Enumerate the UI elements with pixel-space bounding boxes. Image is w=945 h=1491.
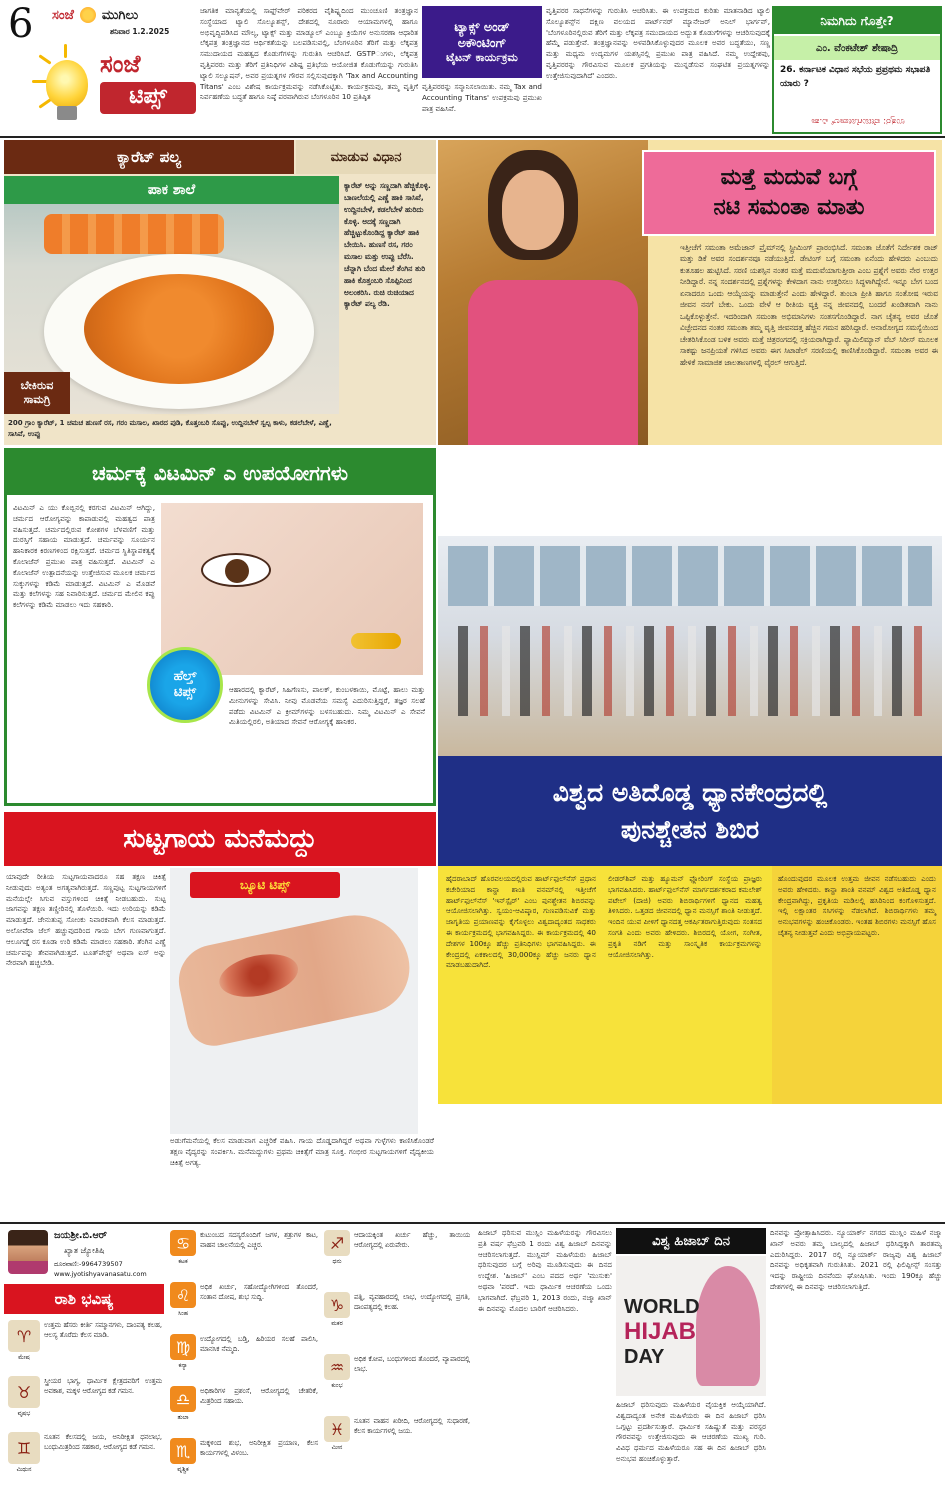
hijab-col3: ದಿನವನ್ನು ಪ್ರೋತ್ಸಾಹಿಸಿದರು. ನ್ಯೂಯಾರ್ಕ್ ನಗರದ ಮುಸ್ಲಿಂ ಮಹಿಳೆ ನಜ್ಮಾ ಖಾನ್ ಅವರು ತಮ್ಮ ಬಾಲ್ಯದಲ್ಲಿ ಹಿಜಾಬ್ ಧರಿಸಿದ್ದಕ್ಕಾಗಿ ತಾರತಮ್ಯ ಎದುರಿಸಿದ್ದರು. 2017 ರಲ್ಲಿ ನ್ಯೂಯಾರ್ಕ್ ರಾಜ್ಯವು ವಿಶ್ವ ಹಿಜಾಬ್ ದಿನವನ್ನು ಅಧಿಕೃತವಾಗಿ ಗುರುತಿಸಿತು. 2021 ರಲ್ಲಿ ಫಿಲಿಪ್ಪೀನ್ಸ್ ಸಂಸತ್ತು ಇದನ್ನು ರಾಷ್ಟ್ರೀಯ ದಿನವೆಂದು ಘೋಷಿಸಿತು. ಇಂದು 190ಕ್ಕೂ ಹೆಚ್ಚು ದೇಶಗಳಲ್ಲಿ ಈ ದಿನವನ್ನು ಆಚರಿಸಲಾಗುತ್ತಿದೆ. [770, 1228, 942, 1291]
taurus-icon: ♉ [8, 1376, 40, 1408]
eye-icon [201, 553, 271, 587]
hijab-col1: ಹಿಜಾಬ್ ಧರಿಸುವ ಮುಸ್ಲಿಂ ಮಹಿಳೆಯರನ್ನು ಗೌರವಿಸಲು ಪ್ರತಿ ವರ್ಷ ಫೆಬ್ರವರಿ 1 ರಂದು ವಿಶ್ವ ಹಿಜಾಬ್ ದಿನವನ್ನು ಆಚರಿಸಲಾಗುತ್ತದೆ. ಮುಸ್ಲಿಮ್ ಮಹಿಳೆಯರು ಹಿಜಾಬ್ ಧರಿಸುವುದರ ಬಗ್ಗೆ ಅರಿವು ಮೂಡಿಸುವುದು ಈ ದಿನದ ಉದ್ದೇಶ. 'ಹಿಜಾಬ್' ಎಂಬ ಪದದ ಅರ್ಥ 'ಮುಸುಕು' ಅಥವಾ 'ಪರದೆ'. ಇದು ಧಾರ್ಮಿಕ ಆಚರಣೆಯ ಒಂದು ಭಾಗವಾಗಿದೆ. ಫೆಬ್ರವರಿ 1, 2013 ರಂದು, ನಜ್ಮಾ ಖಾನ್ ಈ ದಿನವನ್ನು ಮೊದಲ ಬಾರಿಗೆ ಆಚರಿಸಿದರು. [478, 1228, 612, 1313]
hijab-headline: ವಿಶ್ವ ಹಿಜಾಬ್ ದಿನ [616, 1228, 766, 1254]
vitamin-col1: ವಿಟಮಿನ್ ಎ ಯು ಕೊಬ್ಬಿನಲ್ಲಿ ಕರಗುವ ವಿಟಮಿನ್ ಆಗಿದ್ದು, ಚರ್ಮದ ಆರೋಗ್ಯವನ್ನು ಕಾಪಾಡುವಲ್ಲಿ ಮಹತ್ವದ ಪಾತ್ರ ವಹಿಸುತ್ತದೆ. ಚರ್ಮದಲ್ಲಿರುವ ಕೋಶಗಳ ಬೆಳವಣಿಗೆ ಮತ್ತು ದುರಸ್ತಿಗೆ ಸಹಾಯ ಮಾಡುತ್ತದೆ. ಚರ್ಮವನ್ನು ಸೂರ್ಯನ ಹಾನಿಕಾರಕ ಕಿರಣಗಳಿಂದ ರಕ್ಷಿಸುತ್ತದೆ. ಚರ್ಮದ ಸ್ಥಿತಿಸ್ಥಾಪಕತ್ವಕ್ಕೆ ಕೊಲಾಜೆನ್ ಪ್ರಮುಖ ಪಾತ್ರ ವಹಿಸುತ್ತದೆ. ವಿಟಮಿನ್ ಎ ಕೊಲಾಜೆನ್ ಉತ್ಪಾದನೆಯನ್ನು ಉತ್ತೇಜಿಸುವ ಮೂಲಕ ಚರ್ಮದ ಸುಕ್ಕುಗಳನ್ನು ಕಡಿಮೆ ಮಾಡುತ್ತದೆ. ವಿಟಮಿನ್ ಎ ಮೊಡವೆ ಮತ್ತು ಕಲೆಗಳನ್ನು ಸಹ ನಿವಾರಿಸುತ್ತದೆ. ಚರ್ಮದ ಮೇಲಿನ ಕಪ್ಪು ಕಲೆಗಳನ್ನು ಕಡಿಮೆ ಮಾಡಲು ಇದು ಸಹಕಾರಿ. [13, 503, 155, 610]
ingredients-label [4, 372, 70, 414]
sign-scorpio [170, 1438, 320, 1488]
pisces-label: ಮೀನ [331, 1444, 343, 1451]
sign-aquarius [324, 1354, 472, 1414]
burn-col2: ಅಡುಗೆಮನೆಯಲ್ಲಿ ಕೆಲಸ ಮಾಡುವಾಗ ಎಚ್ಚರಿಕೆ ವಹಿಸಿ. ಗಾಯ ದೊಡ್ಡದಾಗಿದ್ದರೆ ಅಥವಾ ಗುಳ್ಳೆಗಳು ಕಾಣಿಸಿಕೊಂಡರೆ ತಕ್ಷಣ ವೈದ್ಯರನ್ನು ಸಂಪರ್ಕಿಸಿ. ಮನೆಮದ್ದುಗಳು ಪ್ರಥಮ ಚಿಕಿತ್ಸೆಗೆ ಮಾತ್ರ ಸೂಕ್ತ. ಗಂಭೀರ ಸುಟ್ಟಗಾಯಗಳಿಗೆ ವೈದ್ಯಕೀಯ ಚಿಕಿತ್ಸೆ ಅಗತ್ಯ. [170, 1136, 434, 1167]
sagittarius-label: ಧನು [332, 1258, 342, 1265]
sign-virgo [170, 1334, 320, 1384]
hijab-logo-world: WORLD [624, 1296, 700, 1318]
pisces-icon: ♓ [324, 1416, 350, 1442]
capricorn-label: ಮಕರ [331, 1320, 343, 1327]
cancer-text: ಕುಟುಂಬದ ಸದಸ್ಯರೊಂದಿಗೆ ಜಗಳ, ಶತ್ರುಗಳ ಕಾಟ, ವಾಹನ ಚಾಲನೆಯಲ್ಲಿ ಎಚ್ಚರ. [200, 1231, 318, 1250]
leo-text: ಅಧಿಕ ಖರ್ಚು, ಸಹೋದ್ಯೋಗಿಗಳಿಂದ ತೊಂದರೆ, ಸಂತಾನ ದೋಷ, ಶುಭ ಸುದ್ದಿ. [200, 1283, 318, 1302]
sign-libra [170, 1386, 320, 1436]
tally-headline-line1: ಟ್ಯಾಕ್ಸ್ ಅಂಡ್ [454, 18, 510, 34]
meditation-section [438, 866, 942, 1104]
virgo-icon: ♍ [170, 1334, 196, 1360]
hijab-col2: ಹಿಜಾಬ್ ಧರಿಸುವುದು ಮಹಿಳೆಯರ ವೈಯಕ್ತಿಕ ಆಯ್ಕೆಯಾಗಿದೆ. ವಿಶ್ವದಾದ್ಯಂತ ಅನೇಕ ಮಹಿಳೆಯರು ಈ ದಿನ ಹಿಜಾಬ್ ಧರಿಸಿ ಒಗ್ಗಟ್ಟು ಪ್ರದರ್ಶಿಸುತ್ತಾರೆ. ಧಾರ್ಮಿಕ ಸಹಿಷ್ಣುತೆ ಮತ್ತು ಪರಸ್ಪರ ಗೌರವವನ್ನು ಉತ್ತೇಜಿಸುವುದು ಈ ಆಚರಣೆಯ ಮುಖ್ಯ ಗುರಿ. ವಿವಿಧ ಧರ್ಮದ ಮಹಿಳೆಯರೂ ಸಹ ಈ ದಿನ ಹಿಜಾಬ್ ಧರಿಸಿ ಅನುಭವ ಹಂಚಿಕೊಳ್ಳುತ್ತಾರೆ. [616, 1400, 766, 1463]
hijab-logo [616, 1256, 766, 1396]
brand-left: ಸಂಜೆ [52, 7, 74, 23]
samantha-body: ಇತ್ತೀಚೆಗೆ ಸಮಂತಾ ಅಮೆಜಾನ್ ಪ್ರೈಮ್‌ನಲ್ಲಿ ಸ್ಟ್ರೀಮಿಂಗ್ ಪ್ರಾರಂಭಿಸಿದೆ. ಸಮಂತಾ ಜೊತೆಗೆ ನಿರ್ದೇಶಕ ರಾಜ್ ಮತ್ತು ಡಿಕೆ ಅವರ ಸಂದರ್ಶನವೂ ನಡೆಯುತ್ತಿದೆ. ಡೇಟಿಂಗ್ ಬಗ್ಗೆ ಸಮಂತಾ ಏನೆಂದು ಹೇಳಿದರು ಎಂಬುದು ಕುತೂಹಲ ಹುಟ್ಟಿಸಿದೆ. ಸರಣಿ ಯಶಸ್ಸಿನ ನಂತರ ಮತ್ತೆ ಮದುವೆಯಾಗುತ್ತೀರಾ ಎಂಬ ಪ್ರಶ್ನೆಗೆ ಅವರು ನೇರ ಉತ್ತರ ನೀಡಿದ್ದಾರೆ. ನನ್ನ ಸಂದರ್ಶನದಲ್ಲಿ ಪ್ರಶ್ನೆಗಳನ್ನು ಕೇಳಿದಾಗ ನಾನು ಉತ್ತರಿಸಲು ಸಿದ್ಧಳಾಗಿದ್ದೇನೆ. ಇನ್ನೂ ಬೇಗ ಬಂದ ಏನಾದರೂ ಒಂದು ಆಯ್ಕೆಯನ್ನು ಮಾಡುತ್ತೇನೆ ಎಂದು ಹೇಳಿದ್ದಾರೆ. ತುಂಬಾ ಪ್ರೀತಿ ಹಾಗೂ ಸಂತೋಷ ಇರುವ ಜೀವನ ನನಗೆ ಬೇಕು. ಒಂದು ವೇಳೆ ಆ ರೀತಿಯ ವ್ಯಕ್ತಿ ನನ್ನ ಜೀವನದಲ್ಲಿ ಬಂದರೆ ಖಂಡಿತವಾಗಿ ನಾನು ಒಪ್ಪಿಕೊಳ್ಳುತ್ತೇನೆ. ಇದರಿಂದಾಗಿ ಸಮಂತಾ ಅಭಿಮಾನಿಗಳು ಸಂತಸಗೊಂಡಿದ್ದಾರೆ. ನಾಗ ಚೈತನ್ಯ ಅವರ ಜೊತೆ ವಿಚ್ಛೇದನದ ನಂತರ ಸಮಂತಾ ತಮ್ಮ ವೃತ್ತಿ ಜೀವನದತ್ತ ಹೆಚ್ಚಿನ ಗಮನ ಹರಿಸಿದ್ದಾರೆ. ಅನಾರೋಗ್ಯದ ಸಮಸ್ಯೆಯಿಂದ ಚೇತರಿಸಿಕೊಂಡ ಬಳಿಕ ಅವರು ಮತ್ತೆ ಚಿತ್ರರಂಗದಲ್ಲಿ ಸಕ್ರಿಯರಾಗಿದ್ದಾರೆ. ಫ್ಯಾಮಿಲಿಮ್ಯಾನ್ ವೆಬ್ ಸಿರೀಸ್ ಮೂಲಕ ಸಾಕಷ್ಟು ಜನಪ್ರಿಯತೆ ಗಳಿಸಿದ ಅವರು ಈಗ ಸಿಟಾಡೆಲ್ ಸರಣಿಯಲ್ಲಿ ಕಾಣಿಸಿಕೊಂಡಿದ್ದಾರೆ. ಸಮಂತಾ ಅವರ ಈ ಹೇಳಿಕೆ ಸಾಮಾಜಿಕ ಜಾಲತಾಣಗಳಲ್ಲಿ ವೈರಲ್ ಆಗುತ್ತಿದೆ. [680, 243, 938, 367]
meditation-headline [438, 756, 942, 866]
quiz-author: ಎಂ. ವೆಂಕಟೇಶ್ ಶೇಷಾದ್ರಿ [774, 36, 940, 60]
burned-hand [172, 905, 418, 1051]
burn-photo [170, 868, 418, 1134]
aquarius-label: ಕುಂಭ [331, 1382, 343, 1389]
recipe-title: ಕ್ಯಾರೆಟ್ ಪಲ್ಯ [4, 140, 294, 174]
meditation-headline-line1: ವಿಶ್ವದ ಅತಿದೊಡ್ಡ ಧ್ಯಾನಕೇಂದ್ರದಲ್ಲಿ [552, 777, 828, 807]
burn-col1: ಯಾವುದೇ ರೀತಿಯ ಸುಟ್ಟಗಾಯವಾದರೂ ಸಹ ತಕ್ಷಣ ಚಿಕಿತ್ಸೆ ನೀಡುವುದು ಅತ್ಯಂತ ಅಗತ್ಯವಾಗಿರುತ್ತದೆ. ಸಣ್ಣಪುಟ್ಟ ಸುಟ್ಟಗಾಯಗಳಿಗೆ ಮನೆಯಲ್ಲೇ ಸಿಗುವ ವಸ್ತುಗಳಿಂದ ಚಿಕಿತ್ಸೆ ನೀಡಬಹುದು. ಸುಟ್ಟ ಜಾಗವನ್ನು ತಕ್ಷಣ ತಣ್ಣೀರಿನಲ್ಲಿ ತೊಳೆಯಿರಿ. ಇದು ಉರಿಯನ್ನು ಕಡಿಮೆ ಮಾಡುತ್ತದೆ. ಜೇನುತುಪ್ಪ ಸೋಂಕು ನಿವಾರಕವಾಗಿ ಕೆಲಸ ಮಾಡುತ್ತದೆ. ಅಲೋವೆರಾ ಜೆಲ್ ಹಚ್ಚುವುದರಿಂದ ಗಾಯ ಬೇಗ ಗುಣವಾಗುತ್ತದೆ. ಆಲೂಗಡ್ಡೆ ರಸ ಕೂಡಾ ಉರಿ ಕಡಿಮೆ ಮಾಡಲು ಸಹಕಾರಿ. ತೆಂಗಿನ ಎಣ್ಣೆ ಚರ್ಮವನ್ನು ತೇವವಾಗಿಡುತ್ತದೆ. ಟೂತ್‌ಪೇಸ್ಟ್ ಅಥವಾ ಐಸ್ ಅನ್ನು ನೇರವಾಗಿ ಹಚ್ಚಬೇಡಿ. [6, 872, 166, 968]
sun-icon [80, 7, 96, 23]
tally-headline [422, 6, 542, 78]
meditation-col2: ಲೀಡರ್‌ಶಿಪ್ ಮತ್ತು ಹ್ಯೂಮನ್ ಫ್ಲೋರಿಂಗ್ ಸಂಸ್ಥೆಯ ಪ್ರಾಜ್ಞರು ಭಾಗವಹಿಸಿದರು. ಹಾರ್ಟ್‌ಫುಲ್‌ನೆಸ್ ಮಾರ್ಗದರ್ಶಕರಾದ ಕಮಲೇಶ್ ಪಟೇಲ್ (ದಾಜಿ) ಅವರು ಶಿಬಿರಾರ್ಥಿಗಳಿಗೆ ಧ್ಯಾನದ ಮಹತ್ವ ತಿಳಿಸಿದರು. ಒತ್ತಡದ ಜೀವನದಲ್ಲಿ ಧ್ಯಾನ ಮನಸ್ಸಿಗೆ ಶಾಂತಿ ನೀಡುತ್ತದೆ. ಇಂದಿನ ಯುವ ಪೀಳಿಗೆ ಧ್ಯಾನದತ್ತ ಆಕರ್ಷಿತರಾಗುತ್ತಿರುವುದು ಸಂತಸದ ಸಂಗತಿ ಎಂದು ಅವರು ಹೇಳಿದರು. ಶಿಬಿರದಲ್ಲಿ ಯೋಗ, ಸಂಗೀತ, ಪ್ರಕೃತಿ ನಡಿಗೆ ಮತ್ತು ಸಾಂಸ್ಕೃತಿಕ ಕಾರ್ಯಕ್ರಮಗಳನ್ನು ಆಯೋಜಿಸಲಾಗಿತ್ತು. [608, 874, 762, 959]
sign-pisces [324, 1416, 472, 1476]
vitamin-headline: ಚರ್ಮಕ್ಕೆ ವಿಟಮಿನ್ ಎ ಉಪಯೋಗಗಳು [7, 451, 433, 495]
sign-cancer [170, 1230, 320, 1280]
quiz-answer: ಉತ್ತರ: ವೇಣುಗೋಪಾಲ್ ವಿ.ಶಾ [811, 116, 905, 126]
samantha-photo [438, 140, 648, 445]
sign-sagittarius [324, 1230, 472, 1290]
astrologer-phone: ದೂರವಾಣಿ:-9964739507 [54, 1260, 123, 1268]
recipe-ingredients-text: 200 ಗ್ರಾಂ ಕ್ಯಾರೆಟ್, 1 ಚಮಚ ಹುಣಸೆ ರಸ, ಗರಂ ಮಸಾಲ, ಖಾರದ ಪುಡಿ, ಕೊತ್ತಂಬರಿ ಸೊಪ್ಪು, ಉದ್ದಿನಬೇಳೆ ಸ್ವಲ್ಪ ಕಾಳು, ಕಡಲೆಬೇಳೆ, ಎಣ್ಣೆ, ಸಾಸಿವೆ, ಉಪ್ಪು [8, 419, 332, 438]
capricorn-icon: ♑ [324, 1292, 350, 1318]
ingredients-label-line2: ಸಾಮಗ್ರಿ [23, 393, 51, 406]
pisces-text: ನೂತನ ವಾಹನ ಖರೀದಿ, ಆರೋಗ್ಯದಲ್ಲಿ ಸುಧಾರಣೆ, ಕೆಲಸ ಕಾರ್ಯಗಳಲ್ಲಿ ಜಯ. [354, 1417, 470, 1436]
burn-mark [215, 948, 302, 1004]
libra-icon: ♎ [170, 1386, 196, 1412]
bulb-ray [64, 44, 67, 58]
quiz-box [772, 6, 942, 134]
cancer-icon: ♋ [170, 1230, 196, 1256]
tally-article-col1: ಜಾಗತಿಕ ಮಾನ್ಯತೆಯಲ್ಲಿ ಸಾಫ್ಟ್‌ವೇರ್ ಪರಿಕರದ ವೈಶಿಷ್ಟ್ಯದಿಂದ ಮುಂಚೂಣಿ ತಂತ್ರಜ್ಞಾನ ಸಂಸ್ಥೆಯಾದ ಟ್ಯಾಲಿ ಸೊಲ್ಯೂಶನ್ಸ್‌, ದೇಶದಲ್ಲಿ ನೂರಾರು ಆಯಾಮಗಳಲ್ಲಿ ಹಾಗೂ ಅಭಿವೃದ್ಧಿಪಡಿಸಿದ ಮೌಲ್ಯ, ಟ್ಯಾಕ್ಸ್ ಮತ್ತು ಮಾಡ್ಯೂಲ್ ಎಂಬ್ಯೂ ಕ್ರಿಯೆಗಳ ಅನುಸರಣಾ ಆಧಾರಿತ ಲೆಕ್ಕಪತ್ರ ತಂತ್ರಜ್ಞಾನದ ಆರ್ಥಿಕತೆಯನ್ನು ಬಲಪಡಿಸುವಲ್ಲಿ, ಬೆಂಗಳೂರಿನ ತೆರಿಗೆ ಮತ್ತು ಲೆಕ್ಕಪತ್ರ ಸಮುದಾಯದ ಮಹತ್ವದ ಕೊಡುಗೆಗಳನ್ನು ಗುರುತಿಸಿ ಆಚರಿಸಿದೆ. GSTPುಗಳು, ಲೆಕ್ಕಪತ್ರ ವೃತ್ತಿಪರರು ಮತ್ತು ತೆರಿಗೆ ಪ್ರತಿನಿಧಿಗಳ ವಿಶಿಷ್ಟ ಪ್ರತಿಭೆಯ ಆಯೋಜಿತ ಕೊಡುಗೆಯನ್ನು ಗುರುತಿಸಿ ಟ್ಯಾಲಿ ಸಲ್ಯೂಷನ್, ಅವರ ಪ್ರಯತ್ನಗಳ ಗೌರವ ಸಲ್ಲಿಸುವುದಕ್ಕಾಗಿ 'Tax and Accounting Titans' ಎಂಬ ವಿಶೇಷ ಕಾರ್ಯಕ್ರಮವನ್ನು ನಡೆಸಿಕೊಟ್ಟಿತು. ಕಾರ್ಯಕ್ರಮವು, ತಮ್ಮ ವೃತ್ತಿಗೆ ನಿರ್ವಹಣೆಯ ಬದ್ಧತೆ ಹಾಗೂ ನಿಷ್ಠೆ ಪರವಾಗಿರುವ ಬೆಂಗಳೂರಿನ 10 ಪ್ರತಿಷ್ಠಿತ [200, 6, 421, 102]
tally-article-col2: ವೃತ್ತಿಪರರನ್ನು ಸನ್ಮಾನಿಸಲಾಯಿತು. ನಮ್ಮ Tax and Accounting Titans' ಉಪಕ್ರಮವು ಪ್ರಮುಖ ಪಾತ್ರ ವಹಿಸಿವೆ. [422, 82, 545, 113]
sign-leo [170, 1282, 320, 1332]
astrologer-name: ಜಯಶ್ರೀ.ಬಿ.ಆರ್ [54, 1230, 107, 1241]
scorpio-icon: ♏ [170, 1438, 196, 1464]
samantha-headline-line1: ಮತ್ತೆ ಮದುವೆ ಬಗ್ಗೆ [720, 165, 858, 191]
cancer-label: ಕಟಕ [178, 1258, 188, 1265]
leo-icon: ♌ [170, 1282, 196, 1308]
capricorn-text: ಪತ್ನಿ, ವ್ಯವಹಾರದಲ್ಲಿ ಲಾಭ, ಉದ್ಯೋಗದಲ್ಲಿ ಪ್ರಗತಿ, ದಾಂಪತ್ಯದಲ್ಲಿ ಕಲಹ. [354, 1293, 470, 1312]
hijab-logo-day: DAY [624, 1346, 665, 1368]
samantha-headline-line2: ನಟಿ ಸಮಂತಾ ಮಾತು [713, 195, 865, 220]
sign-gemini [8, 1432, 164, 1486]
meditation-col1: ಹೈದರಾಬಾದ್ ಹೊರವಲಯದಲ್ಲಿರುವ ಹಾರ್ಟ್‌ಫುಲ್‌ನೆಸ್ ಪ್ರಧಾನ ಕಚೇರಿಯಾದ ಕಾನ್ಹಾ ಶಾಂತಿ ವನಮ್‌ನಲ್ಲಿ ಇತ್ತೀಚೆಗೆ ಹಾರ್ಟ್‌ಫುಲ್‌ನೆಸ್ 'ಇನ್‌ಸ್ಪೈರ್' ಎಂಬ ಪುನಶ್ಚೇತನ ಶಿಬಿರವನ್ನು ಆಯೋಜಿಸಲಾಗಿತ್ತು. ಸ್ವಯಂ-ಆವಿಷ್ಕಾರ, ಗುಣಪಡಿಸುವಿಕೆ ಮತ್ತು ಜಾಗೃತಿಯ ಪ್ರಯಾಣವನ್ನು ಕೈಗೊಳ್ಳಲು ವಿಶ್ವದಾದ್ಯಂತದ ಸಾಧಕರು ಈ ಕಾರ್ಯಕ್ರಮದಲ್ಲಿ ಭಾಗವಹಿಸಿದ್ದರು. ಈ ಕಾರ್ಯಕ್ರಮದಲ್ಲಿ 40 ದೇಶಗಳ 100ಕ್ಕೂ ಹೆಚ್ಚು ಪ್ರತಿನಿಧಿಗಳು ಭಾಗವಹಿಸಿದ್ದರು. ಈ ಕೇಂದ್ರದಲ್ಲಿ ಏಕಕಾಲದಲ್ಲಿ 30,000ಕ್ಕೂ ಹೆಚ್ಚು ಜನರು ಧ್ಯಾನ ಮಾಡಬಹುದಾಗಿದೆ. [446, 874, 596, 970]
aries-text: ಉತ್ತಮ ಹೆಸರು ಕೀರ್ತಿ ಸಮ್ಮಾನಗಳು, ದಾಂಪತ್ಯ ಕಲಹ, ಆಲಸ್ಯ ತೊರೆದು ಕೆಲಸ ಮಾಡಿ. [44, 1321, 162, 1340]
issue-date: ಶನಿವಾರ 1.2.2025 [110, 27, 170, 36]
gemini-text: ನೂತನ ಕೆಲಸದಲ್ಲಿ ಜಯ, ಅನಿರೀಕ್ಷಿತ ಧನಲಾಭ, ಬಂಧುಮಿತ್ರರಿಂದ ಸಹಕಾರ, ಆರೋಗ್ಯದ ಕಡೆ ಗಮನ. [44, 1433, 162, 1452]
libra-text: ಅಧಿಕಾರಿಗಳ ಪ್ರಶಂಸೆ, ಆರೋಗ್ಯದಲ್ಲಿ ಚೇತರಿಕೆ, ಮಿತ್ರರಿಂದ ಸಹಾಯ. [200, 1387, 318, 1406]
astrologer-website: www.jyotishyavanasatu.com [54, 1270, 147, 1278]
health-tips-line2: ಟಿಪ್ಸ್ [173, 685, 197, 700]
aquarius-text: ಅಧಿಕ ಕೋಪ, ಬಂಧುಗಳಿಂದ ತೊಂದರೆ, ವ್ಯಾಪಾರದಲ್ಲಿ ಲಾಭ. [354, 1355, 470, 1374]
aquarius-icon: ♒ [324, 1354, 350, 1380]
bulb-ray [38, 54, 51, 64]
divider [0, 1222, 945, 1224]
recipe-section [4, 140, 436, 445]
health-tips-badge [147, 647, 223, 723]
taurus-label: ವೃಷಭ [17, 1410, 31, 1417]
logo-sanje: ಸಂಜೆ [100, 50, 141, 78]
hall-windows [448, 546, 932, 606]
iris [225, 559, 249, 583]
tally-headline-line2: ಅಕೌಂಟಿಂಗ್ [457, 34, 507, 50]
sanje-tips-logo [30, 40, 205, 130]
sign-taurus [8, 1376, 164, 1430]
meditation-photo [438, 536, 942, 756]
sign-aries [8, 1320, 164, 1374]
ingredients-label-line1: ಬೇಕಿರುವ [20, 378, 54, 392]
horoscope-title: ರಾಶಿ ಭವಿಷ್ಯ [4, 1284, 164, 1314]
quiz-question: 26. ಕರ್ನಾಟಕ ವಿಧಾನ ಸಭೆಯ ಪ್ರಪ್ರಥಮ ಸಭಾಪತಿ ಯಾರು ? [780, 65, 931, 89]
burn-headline: ಸುಟ್ಟಗಾಯ ಮನೆಮದ್ದು [4, 812, 436, 866]
method-label: ಮಾಡುವ ವಿಧಾನ [296, 140, 436, 174]
tally-article-col3: ವೃತ್ತಿಪರರ ಸಾಧನೆಗಳನ್ನು ಗುರುತಿಸಿ ಆಚರಿಸಿತು. ಈ ಉಪಕ್ರಮದ ಕುರಿತು ಮಾತನಾಡಿದ ಟ್ಯಾಲಿ ಸೊಲ್ಯೂಶನ್ಸ್‌ನ ದಕ್ಷಿಣ ವಲಯದ ಪಾರ್ಟ್‌ನರ್ ಮ್ಯಾನೇಜರ್ ಅನಿಲ್ ಭಾರ್ಗವ್, 'ಬೆಂಗಳೂರಿನಲ್ಲಿರುವ ತೆರಿಗೆ ಮತ್ತು ಲೆಕ್ಕಪತ್ರ ಸಮುದಾಯದ ಅದ್ಭುತ ಕೊಡುಗೆಗಳನ್ನು ಆಚರಿಸುವುದಕ್ಕೆ ಹೆಮ್ಮೆ ಪಡುತ್ತೇವೆ. ತಂತ್ರಜ್ಞಾನವನ್ನು ಅಳವಡಿಸಿಕೊಳ್ಳುವುದರ ಮೂಲಕ ಅವರ ಬದ್ಧತೆಯು, ಸಣ್ಣ ಮತ್ತು ಮಧ್ಯಮ ಉದ್ಯಮಗಳ ಯಶಸ್ಸಿನಲ್ಲಿ ಪ್ರಮುಖ ಪಾತ್ರ ವಹಿಸಿದೆ. ನಮ್ಮ ಉದ್ದೇಶವು, ವೃತ್ತಿಪರರನ್ನು ಗೌರವಿಸುವ ಮೂಲಕ ಪ್ರಗತಿಯನ್ನು ಮುನ್ನಡೆಸುವ ಸಂಘಟಿತ ಪ್ರಯತ್ನಗಳನ್ನು ಉತ್ತೇಜಿಸುವುದಾಗಿದೆ' ಎಂದರು. [546, 6, 773, 80]
eye-photo [161, 503, 423, 675]
carrot-cubes [44, 214, 224, 254]
beauty-tips-tag: ಬ್ಯೂಟಿ ಟಿಪ್ಸ್ [190, 872, 340, 898]
virgo-label: ಕನ್ಯಾ [178, 1362, 188, 1369]
meditation-headline-line2: ಪುನಶ್ಚೇತನ ಶಿಬಿರ [620, 815, 760, 844]
group-of-people [458, 626, 922, 716]
astrologer-photo [8, 1230, 48, 1274]
sign-capricorn [324, 1292, 472, 1352]
actress-dress [468, 280, 638, 445]
leo-label: ಸಿಂಹ [177, 1310, 188, 1317]
aries-label: ಮೇಷ [18, 1354, 30, 1361]
vitamin-section [4, 448, 436, 806]
astrologer-title: ಖ್ಯಾತ ಜ್ಯೋತಿಷಿ [64, 1246, 105, 1255]
hijab-silhouette [696, 1266, 760, 1386]
quiz-title: ನಿಮಗಿದು ಗೊತ್ತೇ? [774, 8, 940, 34]
sagittarius-text: ಆದಾಯಕ್ಕಿಂತ ಖರ್ಚು ಹೆಚ್ಚು, ತಾಯಿಯ ಆರೋಗ್ಯದಲ್ಲಿ ಏರುಪೇರು. [354, 1231, 470, 1250]
brand-right: ಮುಗಿಲು [101, 7, 139, 23]
gemini-icon: ♊ [8, 1432, 40, 1464]
carrot-palya [84, 274, 274, 384]
taurus-text: ಸ್ತ್ರೀಯರ ಭಾಗ್ಯ, ಧಾರ್ಮಿಕ ಕ್ಷೇತ್ರದವರಿಗೆ ಉತ್ತಮ ಅವಕಾಶ, ಮಕ್ಕಳ ಆರೋಗ್ಯದ ಕಡೆ ಗಮನ. [44, 1377, 162, 1396]
gemini-label: ಮಿಥುನ [16, 1466, 32, 1473]
meditation-col3: ಹೊಂದುವುದರ ಮೂಲಕ ಉತ್ತಮ ಜೀವನ ನಡೆಸಬಹುದು ಎಂದು ಅವರು ಹೇಳಿದರು. ಕಾನ್ಹಾ ಶಾಂತಿ ವನಮ್ ವಿಶ್ವದ ಅತಿದೊಡ್ಡ ಧ್ಯಾನ ಕೇಂದ್ರವಾಗಿದ್ದು, ಪ್ರಕೃತಿಯ ಮಡಿಲಲ್ಲಿ ಹಸಿರಿನಿಂದ ಕಂಗೊಳಿಸುತ್ತದೆ. ಇಲ್ಲಿ ಲಕ್ಷಾಂತರ ಸಸಿಗಳನ್ನು ನೆಡಲಾಗಿದೆ. ಶಿಬಿರಾರ್ಥಿಗಳು ತಮ್ಮ ಅನುಭವಗಳನ್ನು ಹಂಚಿಕೊಂಡರು. ಇಂತಹ ಶಿಬಿರಗಳು ಮನಸ್ಸಿಗೆ ಹೊಸ ಚೈತನ್ಯ ನೀಡುತ್ತವೆ ಎಂದು ಅಭಿಪ್ರಾಯಪಟ್ಟರು. [778, 874, 936, 937]
recipe-method-text: ಕ್ಯಾರೆಟ್ ಅನ್ನು ಸಣ್ಣದಾಗಿ ಹೆಚ್ಚಿಕೊಳ್ಳಿ. ಬಾಣಲೆಯಲ್ಲಿ ಎಣ್ಣೆ ಹಾಕಿ ಸಾಸಿವೆ, ಉದ್ದಿನಬೇಳೆ, ಕಡಲೆಬೇಳೆ ಹುರಿದು ಕೊಳ್ಳಿ. ಅದಕ್ಕೆ ಸಣ್ಣದಾಗಿ ಹೆಚ್ಚಿಟ್ಟುಕೊಂಡಿದ್ದ ಕ್ಯಾರೆಟ್ ಹಾಕಿ ಬೇಯಿಸಿ. ಹುಣಸೆ ರಸ, ಗರಂ ಮಸಾಲ ಮತ್ತು ಉಪ್ಪು ಬೆರೆಸಿ. ಚೆನ್ನಾಗಿ ಬೆಂದ ಮೇಲೆ ತೆಂಗಿನ ತುರಿ ಹಾಕಿ ಕೊತ್ತಂಬರಿ ಸೊಪ್ಪಿನಿಂದ ಅಲಂಕರಿಸಿ. ರುಚಿ ರುಚಿಯಾದ ಕ್ಯಾರೆಟ್ ಪಲ್ಯ ರೆಡಿ. [344, 181, 431, 309]
actress-face [502, 170, 564, 250]
tally-headline-line3: ಟೈಟನ್ ಕಾರ್ಯಕ್ರಮ [446, 51, 518, 65]
samantha-headline [642, 150, 936, 236]
kitchen-label: ಪಾಕ ಶಾಲೆ [4, 176, 339, 204]
vitamin-capsule [351, 633, 401, 649]
brand-name [52, 6, 202, 24]
logo-tips: ಟಿಪ್ಸ್ [100, 82, 196, 114]
scorpio-text: ಮಕ್ಕಳಿಂದ ಶುಭ, ಅನಿರೀಕ್ಷಿತ ಪ್ರಯಾಣ, ಕೆಲಸ ಕಾರ್ಯಗಳಲ್ಲಿ ವಿಳಂಬ. [200, 1439, 318, 1458]
divider [0, 136, 945, 138]
horoscope-section [4, 1226, 474, 1488]
sagittarius-icon: ♐ [324, 1230, 350, 1256]
vitamin-col2: ಆಹಾರದಲ್ಲಿ ಕ್ಯಾರೆಟ್, ಸಿಹಿಗೆಣಸು, ಪಾಲಕ್, ಕುಂಬಳಕಾಯಿ, ಮೊಟ್ಟೆ, ಹಾಲು ಮತ್ತು ಮೀನುಗಳನ್ನು ಸೇವಿಸಿ. ನೀವು ಮೊಡವೆಯ ಸಮಸ್ಯೆ ಎದುರಿಸುತ್ತಿದ್ದರೆ, ತಜ್ಞರ ಸಲಹೆ ಪಡೆದು ವಿಟಮಿನ್ ಎ ಕ್ರೀಮ್‌ಗಳನ್ನು ಬಳಸಬಹುದು. ನಿಮ್ಮ ವಿಟಮಿನ್ ಎ ಸೇವನೆ ಮಿತಿಯಲ್ಲಿರಲಿ, ಅತಿಯಾದ ಸೇವನೆ ಆರೋಗ್ಯಕ್ಕೆ ಹಾನಿಕರ. [229, 685, 425, 727]
scorpio-label: ವೃಶ್ಚಿಕ [177, 1466, 189, 1473]
libra-label: ತುಲಾ [177, 1414, 189, 1421]
hijab-logo-hijab: HIJAB [624, 1318, 697, 1345]
lightbulb-icon [46, 60, 88, 108]
masthead [0, 0, 205, 132]
virgo-text: ಉದ್ಯೋಗದಲ್ಲಿ ಬಡ್ತಿ, ಹಿರಿಯರ ಸಲಹೆ ಪಾಲಿಸಿ, ಮಾನಸಿಕ ನೆಮ್ಮದಿ. [200, 1335, 318, 1354]
bulb-base [57, 106, 77, 120]
aries-icon: ♈ [8, 1320, 40, 1352]
page-number: 6 [8, 1, 34, 47]
health-tips-line1: ಹೆಲ್ತ್ [173, 669, 197, 685]
